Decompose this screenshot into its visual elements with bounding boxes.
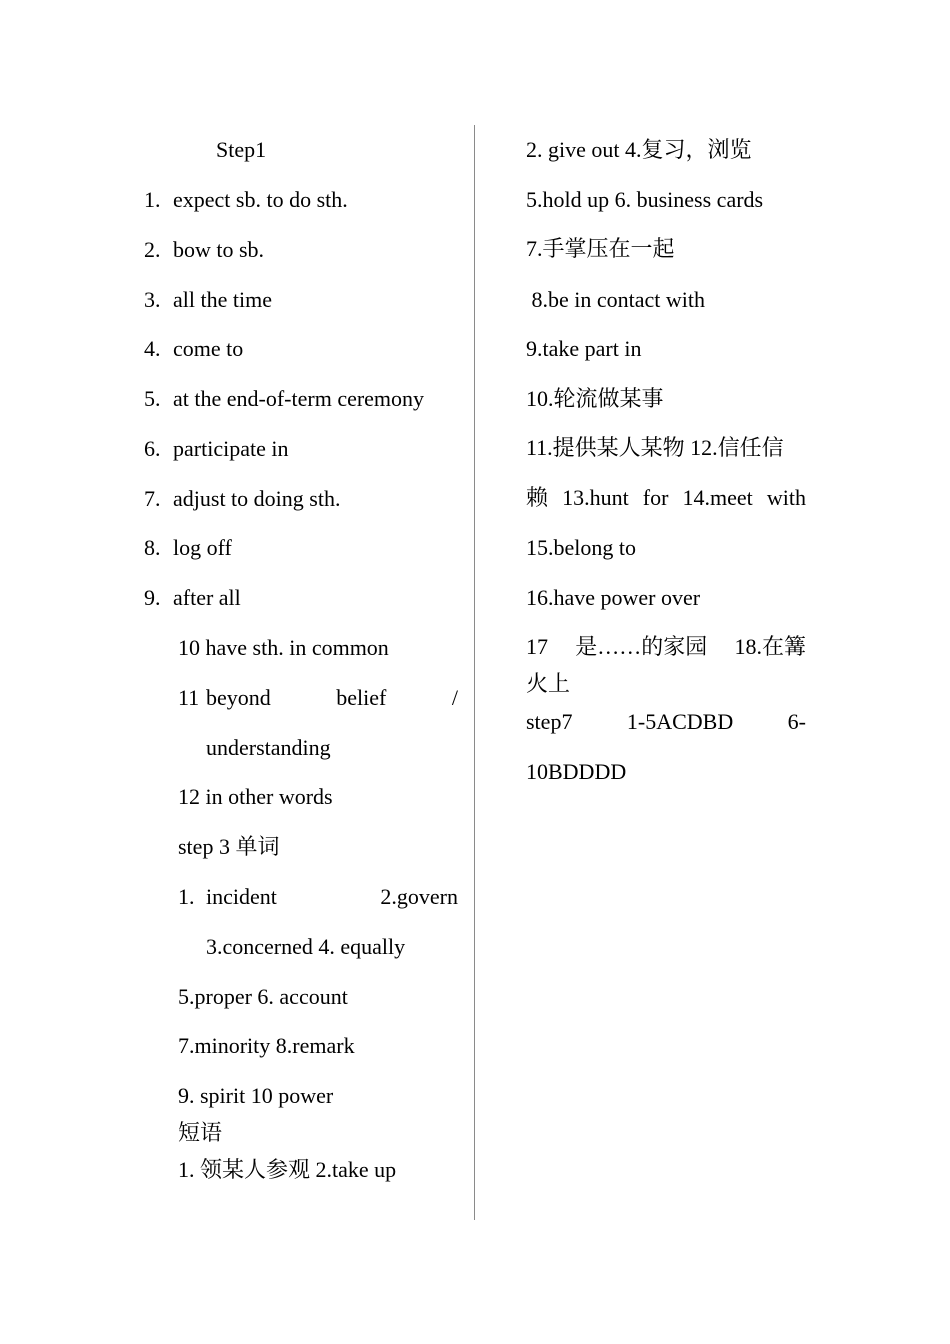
item-11-word: beyond: [206, 685, 271, 710]
phrases-heading: 短语: [178, 1120, 223, 1145]
vocab-2: 5.proper 6. account: [178, 984, 348, 1009]
right-line-3: 7.手掌压在一起: [526, 236, 675, 261]
vocab-3: 7.minority 8.remark: [178, 1033, 355, 1058]
vocab-1-number: 1.: [178, 884, 195, 909]
list-item: [144, 287, 272, 312]
item-10: 10 have sth. in common: [178, 635, 389, 660]
vocab-1-continuation: 3.concerned 4. equally: [206, 934, 406, 959]
item-number: 9.: [144, 585, 161, 610]
item-11-word: belief: [336, 685, 387, 710]
item-text: adjust to doing sth.: [173, 486, 341, 511]
right-line-1: 2. give out 4.复习，浏览: [526, 137, 752, 162]
item-text: at the end-of-term ceremony: [173, 386, 425, 411]
word: with: [766, 485, 806, 510]
list-item: [144, 386, 425, 411]
item-number: 4.: [144, 336, 161, 361]
item-11-word: /: [451, 685, 458, 710]
step1-heading: Step1: [216, 137, 267, 162]
item-number: 3.: [144, 287, 161, 312]
item-text: bow to sb.: [173, 237, 265, 262]
vocab-4: 9. spirit 10 power: [178, 1083, 334, 1108]
list-item: [144, 436, 289, 461]
item-12: 12 in other words: [178, 784, 333, 809]
item-text: all the time: [173, 287, 272, 312]
step7-heading: step7: [526, 709, 573, 734]
column-divider: [474, 125, 475, 1220]
item-text: come to: [173, 336, 244, 361]
item-text: participate in: [173, 436, 289, 461]
phrase-1: 1. 领某人参观 2.take up: [178, 1157, 397, 1182]
right-line-4: 8.be in contact with: [526, 287, 706, 312]
item-number: 7.: [144, 486, 161, 511]
list-item: [144, 535, 232, 560]
item-number: 6.: [144, 436, 161, 461]
list-item: [144, 336, 244, 361]
word: 赖: [526, 485, 549, 510]
step7-line: [526, 711, 806, 733]
right-line-12: 火上: [526, 671, 571, 696]
list-item: [144, 237, 265, 262]
vocab-word: 2.govern: [380, 884, 458, 909]
word: 14.meet: [682, 485, 753, 510]
word: for: [642, 485, 669, 510]
item-text: log off: [173, 535, 232, 560]
right-line-9: 15.belong to: [526, 535, 636, 560]
right-line-5: 9.take part in: [526, 336, 642, 361]
item-11-continuation: understanding: [206, 735, 331, 760]
item-number: 5.: [144, 386, 161, 411]
right-line-2: 5.hold up 6. business cards: [526, 187, 764, 212]
answer-group: 6-: [787, 709, 806, 734]
vocab-1-line: [206, 886, 458, 908]
answer-group: 1-5ACDBD: [626, 709, 734, 734]
list-item: [144, 187, 348, 212]
right-line-11: [526, 636, 806, 658]
item-11-line: [206, 687, 458, 709]
vocab-word: incident: [206, 884, 277, 909]
word: 18.在篝: [734, 634, 806, 659]
list-item: [144, 585, 241, 610]
item-11-number: 11: [178, 685, 200, 710]
step7-continuation: 10BDDDD: [526, 759, 627, 784]
list-item: [144, 486, 341, 511]
right-line-6: 10.轮流做某事: [526, 386, 664, 411]
word: 13.hunt: [562, 485, 629, 510]
right-line-8: [526, 487, 806, 509]
item-number: 1.: [144, 187, 161, 212]
item-text: after all: [173, 585, 241, 610]
right-line-7: 11.提供某人某物 12.信任信: [526, 435, 784, 460]
word: 是……的家园: [575, 634, 708, 659]
item-number: 2.: [144, 237, 161, 262]
word: 17: [526, 634, 548, 659]
item-number: 8.: [144, 535, 161, 560]
step3-heading: step 3 单词: [178, 834, 280, 859]
right-line-10: 16.have power over: [526, 585, 701, 610]
item-text: expect sb. to do sth.: [173, 187, 348, 212]
